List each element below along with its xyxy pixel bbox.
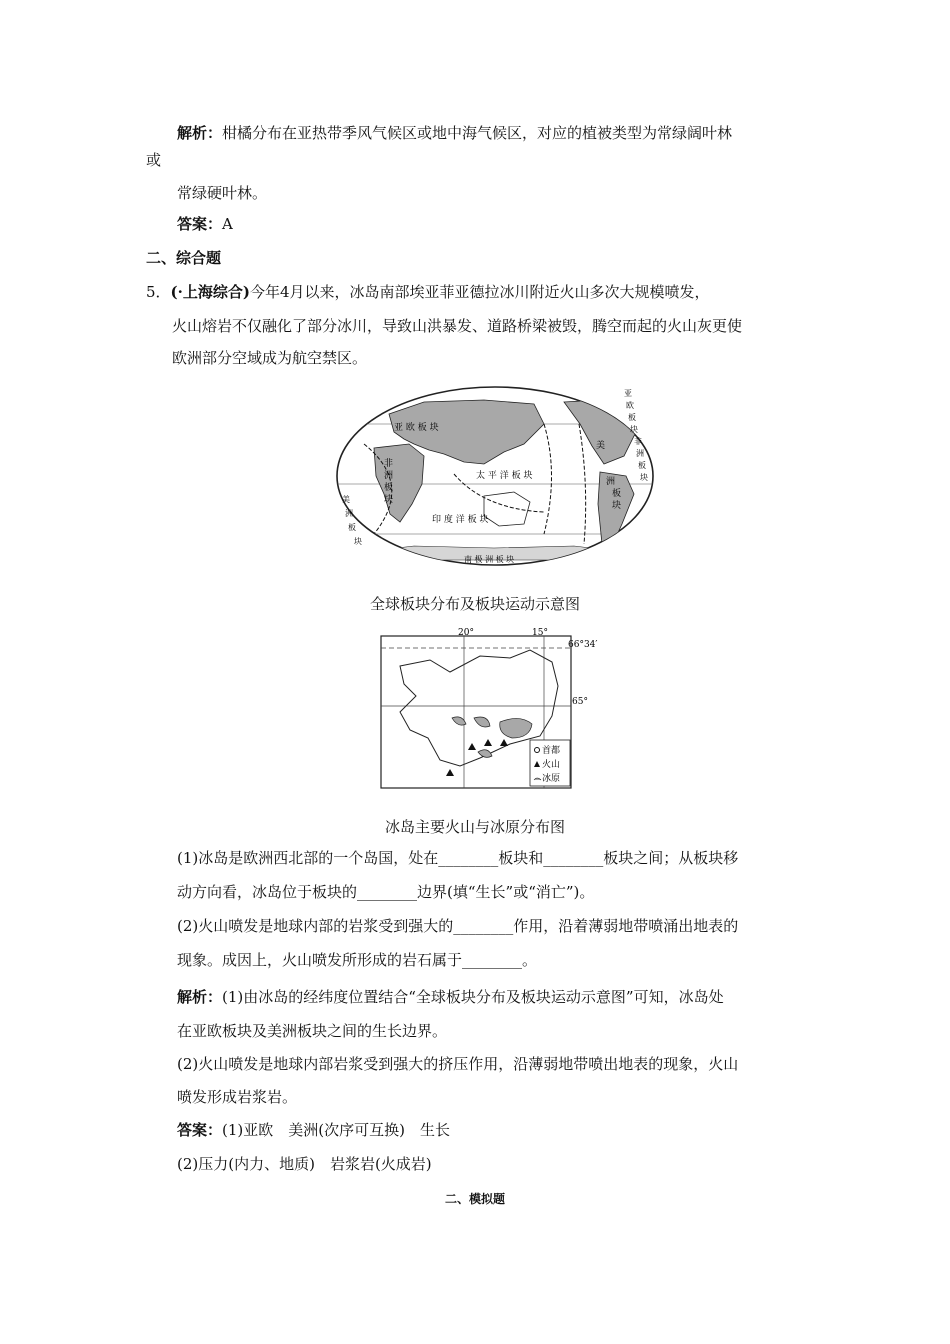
analysis-text: (1)由冰岛的经纬度位置结合“全球板块分布及板块运动示意图”可知，冰岛处 [222,988,724,1006]
map2-caption: 冰岛主要火山与冰原分布图 [384,818,565,836]
analysis-2-line2: 在亚欧板块及美洲板块之间的生长边界。 [177,1022,448,1040]
right-eurasia-char: 块 [630,425,638,434]
right-eurasia-char: 板 [628,413,636,422]
legend-icefield: 冰原 [542,774,561,784]
antarctic-plate-label: 南 极 洲 板 块 [464,555,515,564]
right-eurasia-char: 欧 [626,401,634,410]
subquestion-1-line1: (1)冰岛是欧洲西北部的一个岛国，处在________板块和________板块之间；从板块移 [177,849,739,867]
answer-1 [177,214,233,234]
left-americas-char: 板 [348,523,356,532]
question-number: 5． [146,283,171,301]
americas-char: 美 [596,441,606,451]
latitude-65-label: 65° [572,697,588,707]
question-5-line2: 火山熔岩不仅融化了部分冰川，导致山洪暴发、道路桥梁被毁，腾空而起的火山灰更使 [172,317,743,335]
question-source: (·上海综合) [170,283,250,301]
answer-text: (1)亚欧 美洲(次序可互换) 生长 [222,1121,450,1139]
left-americas-char: 美 [342,495,350,504]
answer-2-line2: (2)压力(内力、地质) 岩浆岩(火成岩) [177,1155,432,1173]
longitude-15-label: 15° [532,628,548,638]
analysis-2-line1 [177,987,724,1007]
right-eurasia-char: 亚 [624,389,632,398]
longitude-20-label: 20° [458,628,474,638]
left-americas-char: 洲 [345,509,353,518]
analysis-text: 柑橘分布在亚热带季风气候区或地中海气候区，对应的植被类型为常绿阔叶林 [222,124,733,142]
analysis-1-wrap: 或 [146,151,162,169]
left-americas-char: 块 [354,537,362,546]
africa-char: 板 [384,483,394,493]
africa-char: 非 [384,459,394,469]
analysis-1-line [177,123,732,143]
question-text: 今年4月以来，冰岛南部埃亚菲亚德拉冰川附近火山多次大规模喷发， [249,283,710,301]
africa-char: 洲 [384,471,394,481]
analysis-2-line4: 喷发形成岩浆岩。 [177,1088,298,1106]
world-plate-map [334,384,656,568]
africa-char: 块 [384,495,394,505]
indian-plate-label: 印 度 洋 板 块 [432,515,489,525]
section-heading-simulation: 二、模拟题 [444,1192,505,1206]
answer-value: A [222,215,233,233]
subquestion-2-line1: (2)火山喷发是地球内部的岩浆受到强大的________作用，沿着薄弱地带喷涌出地表的 [177,917,739,935]
analysis-label: 解析： [177,988,223,1006]
eurasia-plate-label: 亚 欧 板 块 [394,423,439,433]
analysis-1-cont: 常绿硬叶林。 [177,184,268,202]
americas-char: 块 [612,501,622,511]
answer-label: 答案： [177,1121,223,1139]
right-africa-char: 板 [638,461,646,470]
right-africa-char: 洲 [636,449,644,458]
legend-volcano: 火山 [542,760,561,770]
section-heading-comprehensive: 二、综合题 [146,249,222,267]
analysis-label: 解析： [177,124,223,142]
americas-char: 板 [612,489,622,499]
analysis-2-line3: (2)火山喷发是地球内部岩浆受到强大的挤压作用，沿薄弱地带喷出地表的现象，火山 [177,1055,739,1073]
answer-label: 答案： [177,215,223,233]
question-5-line1 [146,282,710,302]
right-africa-char: 块 [640,473,648,482]
legend-capital: 首都 [542,746,561,756]
iceland-volcano-map [380,626,598,790]
map1-caption: 全球板块分布及板块运动示意图 [369,595,580,613]
right-africa-char: 非 [634,437,642,446]
subquestion-1-line2: 动方向看，冰岛位于板块的________边界(填“生长”或“消亡”)。 [177,883,595,901]
latitude-66-label: 66°34′ [568,640,598,650]
answer-2-line1 [177,1120,450,1140]
pacific-plate-label: 太 平 洋 板 块 [476,471,533,481]
subquestion-2-line2: 现象。成因上，火山喷发所形成的岩石属于________。 [177,951,538,969]
question-5-line3: 欧洲部分空域成为航空禁区。 [172,349,368,367]
americas-char: 洲 [606,477,616,487]
